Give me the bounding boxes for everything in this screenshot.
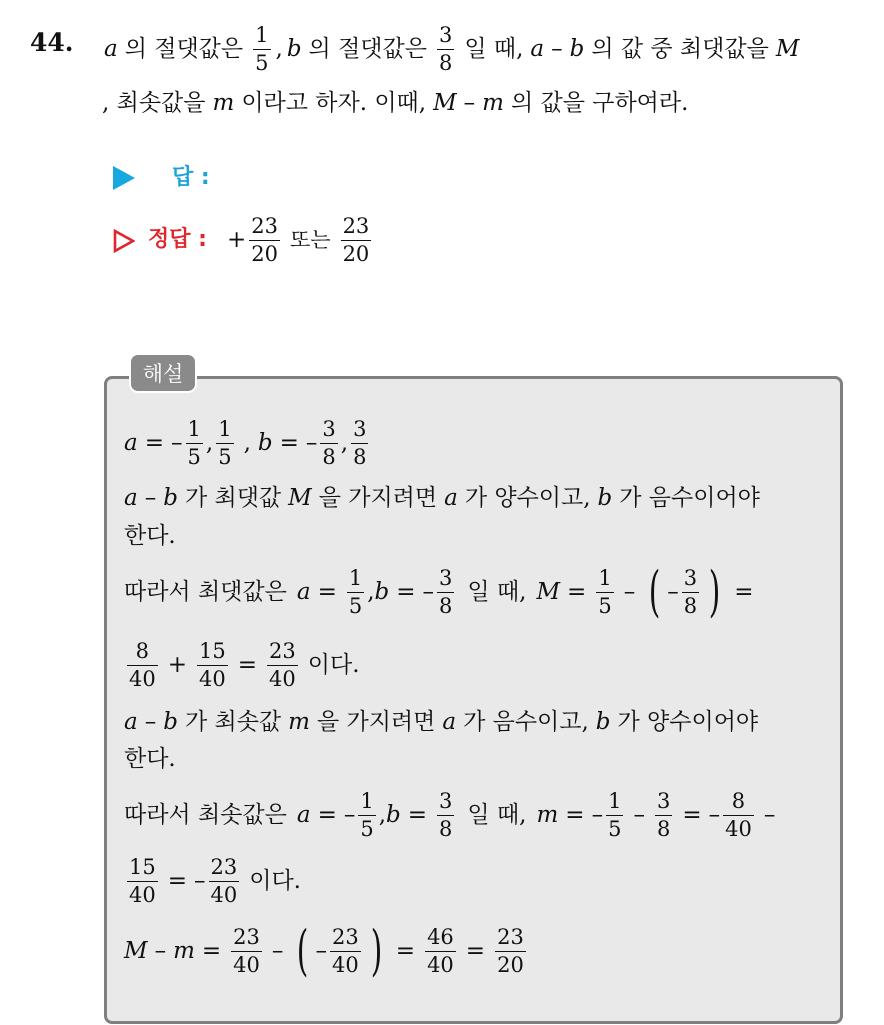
- solution-line-5: $\frac{8}{40}$ + $\frac{15}{40}$ = $\frac{23}{40}$ 이다.: [129, 638, 360, 691]
- correct-answer: 정답 : + $\frac{23}{20}$ 또는 $\frac{23}{20}$: [148, 213, 370, 266]
- fraction: $\frac{23}{20}$: [342, 213, 370, 266]
- solution-line-9: $\frac{15}{40}$ = – $\frac{23}{40}$ 이다.: [129, 854, 301, 907]
- correct-answer-label: 정답 :: [148, 227, 207, 252]
- solution-tag: 해설: [129, 353, 197, 393]
- solution-line-8: 따라서 최솟값은 a = – $\frac{1}{5}$ , b = $\frac{3}{8}$ 일 때, m = – $\frac{1}{5}$ – $\frac{3}{8}$ = – $\frac{8}{40}$ –: [124, 788, 776, 841]
- question-number: 44.: [30, 28, 74, 57]
- answer-label: 답 :: [172, 165, 210, 190]
- outline-play-icon: [113, 229, 135, 253]
- fraction: $\frac{1}{5}$: [255, 22, 269, 75]
- solution-line-1: a = – $\frac{1}{5}$ , $\frac{1}{5}$ , b = – $\frac{3}{8}$ , $\frac{3}{8}$: [124, 416, 367, 469]
- question-line-1: a 의 절댓값은 $\frac{1}{5}$ , b 의 절댓값은 $\frac{3}{8}$ 일 때, a – b 의 값 중 최댓값을 M: [104, 22, 800, 75]
- play-icon: [113, 166, 135, 190]
- solution-line-2: a – b 가 최댓값 M 을 가지려면 a 가 양수이고, b 가 음수이어야: [124, 484, 760, 511]
- solution-line-7: 한다.: [124, 745, 176, 772]
- solution-line-4: 따라서 최댓값은 a = $\frac{1}{5}$ , b = – $\frac{3}{8}$ 일 때, M = $\frac{1}{5}$ – ( – $\frac{3}{8}$ ) =: [124, 560, 754, 624]
- solution-line-10: M – m = $\frac{23}{40}$ – ( – $\frac{23}{40}$ ) = $\frac{46}{40}$ = $\frac{23}{20}$: [124, 919, 524, 983]
- fraction: $\frac{23}{20}$: [251, 213, 278, 266]
- solution-line-3: 한다.: [124, 522, 176, 549]
- fraction: $\frac{3}{8}$: [438, 22, 453, 75]
- solution-line-6: a – b 가 최솟값 m 을 가지려면 a 가 음수이고, b 가 양수이어야: [124, 708, 759, 735]
- question-line-2: , 최솟값을 m 이라고 하자. 이때, M – m 의 값을 구하여라.: [102, 89, 689, 116]
